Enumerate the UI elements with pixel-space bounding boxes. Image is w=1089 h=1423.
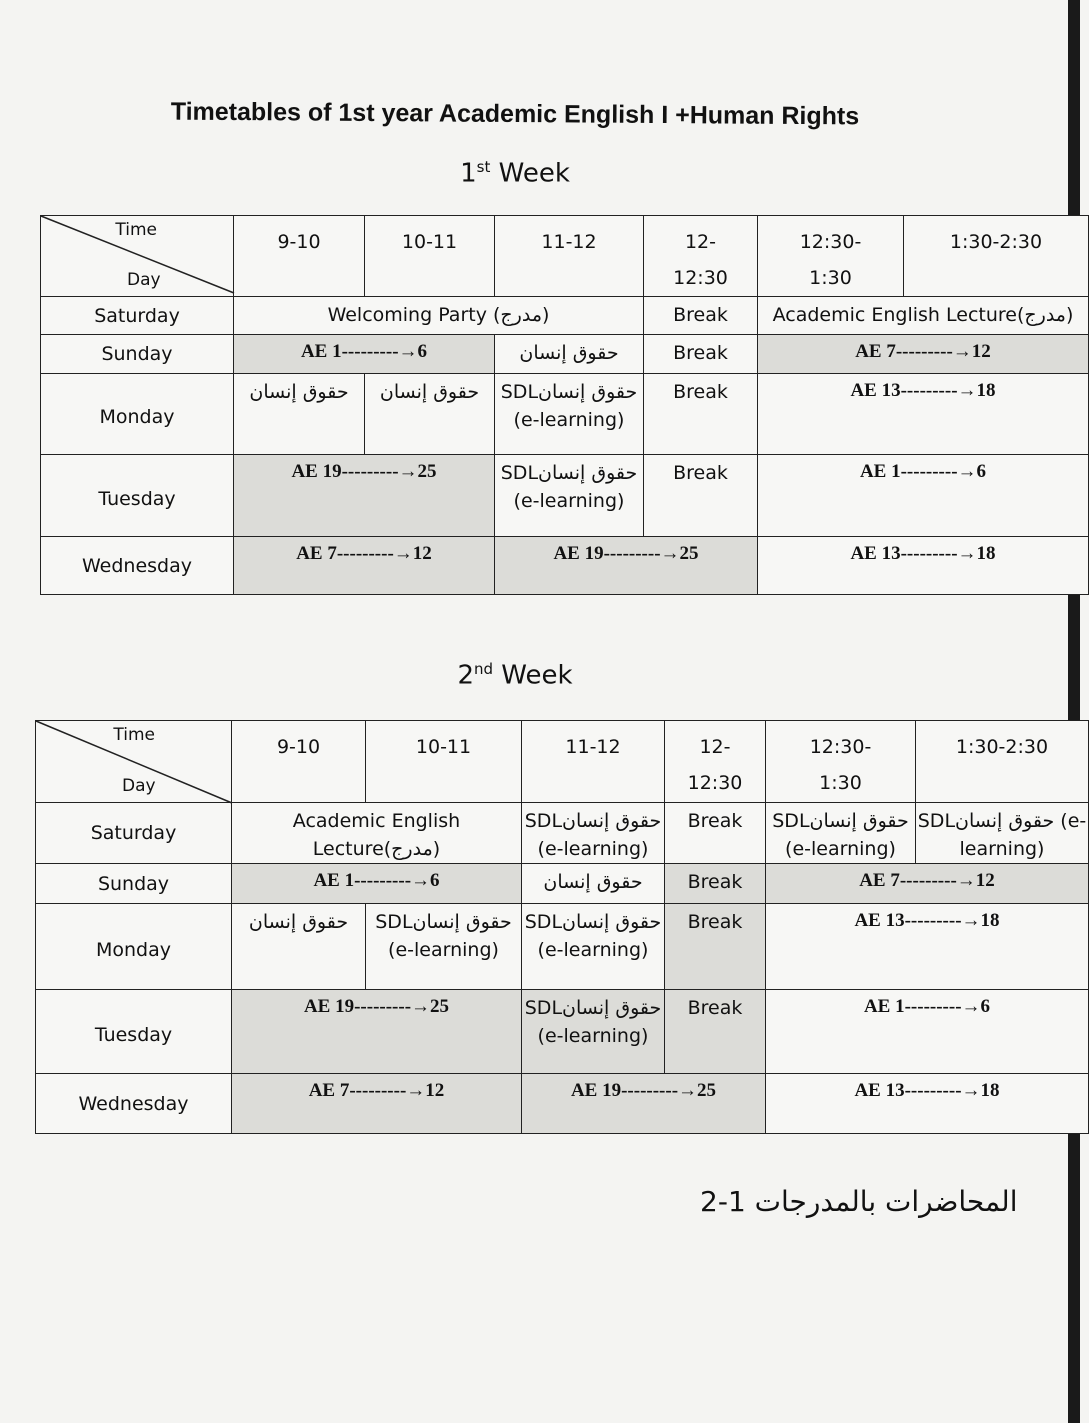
header-row	[36, 721, 1089, 803]
human-rights-cell: حقوق إنسان	[522, 864, 665, 904]
time-header: 12:30- 1:30	[766, 721, 916, 803]
human-rights-cell: حقوق إنسان	[495, 335, 644, 374]
sdl-label: SDLحقوق إنسان	[524, 997, 662, 1019]
week2-timetable	[35, 720, 1089, 1134]
welcoming-party-cell: Welcoming Party (مدرج)	[234, 297, 644, 335]
week1-suffix: st	[476, 158, 491, 176]
ae-cell: AE 19---------→25	[234, 455, 495, 537]
elearning-label: (e-learning)	[388, 939, 499, 961]
time-header: 11-12	[522, 721, 665, 803]
tuesday-row	[41, 455, 1089, 537]
day-label: Monday	[41, 374, 234, 455]
day-label: Sunday	[36, 864, 232, 904]
week1-heading	[0, 158, 1030, 189]
break-cell: Break	[644, 455, 758, 537]
ae-cell: AE 13---------→18	[766, 1074, 1089, 1134]
sdl-cell	[495, 374, 644, 455]
week1-number: 1	[460, 158, 477, 189]
day-label: Tuesday	[41, 455, 234, 537]
sdl-cell	[366, 904, 522, 990]
sdl-label: SDLحقوق إنسان	[375, 911, 512, 933]
time-header: 1:30-2:30	[904, 216, 1089, 297]
break-cell: Break	[644, 374, 758, 455]
sdl-label: SDLحقوق إنسان	[500, 381, 638, 403]
wednesday-row	[36, 1074, 1089, 1134]
day-label: Wednesday	[36, 1074, 232, 1134]
sdl-cell	[522, 803, 665, 864]
sdl-cell	[522, 904, 665, 990]
footer-note: المحاضرات بالمدرجات 1-2	[700, 1185, 1018, 1218]
corner-time-label: Time	[113, 725, 155, 745]
elearning-label: (e-learning)	[537, 838, 649, 860]
break-cell: Break	[644, 297, 758, 335]
ae-cell: AE 7---------→12	[232, 1074, 522, 1134]
saturday-row	[41, 297, 1089, 335]
sunday-row	[41, 335, 1089, 374]
time-header: 1:30-2:30	[916, 721, 1089, 803]
time-day-corner	[36, 721, 232, 803]
day-label: Sunday	[41, 335, 234, 374]
tuesday-row	[36, 990, 1089, 1074]
sunday-row	[36, 864, 1089, 904]
day-label: Wednesday	[41, 537, 234, 595]
monday-row	[41, 374, 1089, 455]
ae-cell: AE 1---------→6	[232, 864, 522, 904]
elearning-label: learning)	[959, 838, 1045, 860]
corner-time-label: Time	[115, 220, 157, 240]
sdl-label: SDLحقوق إنسان	[524, 911, 662, 933]
page-edge	[1068, 0, 1080, 1423]
break-cell: Break	[665, 990, 766, 1074]
sdl-cell	[766, 803, 916, 864]
day-label: Monday	[36, 904, 232, 990]
page-title: Timetables of 1st year Academic English I +Human Rights	[170, 97, 860, 131]
break-cell: Break	[665, 864, 766, 904]
human-rights-cell: حقوق إنسان	[365, 374, 495, 455]
day-label: Saturday	[41, 297, 234, 335]
ae-cell: AE 1---------→6	[758, 455, 1089, 537]
monday-row	[36, 904, 1089, 990]
time-header: 12:30- 1:30	[758, 216, 904, 297]
corner-day-label: Day	[127, 270, 161, 290]
saturday-row	[36, 803, 1089, 864]
lecture-cell: Academic English Lecture(مدرج)	[758, 297, 1089, 335]
lecture-cell: Academic English Lecture(مدرج)	[232, 803, 522, 864]
sdl-cell	[916, 803, 1089, 864]
header-row	[41, 216, 1089, 297]
corner-day-label: Day	[122, 776, 156, 796]
wednesday-row	[41, 537, 1089, 595]
ae-cell: AE 7---------→12	[766, 864, 1089, 904]
week2-heading	[0, 660, 1030, 691]
ae-cell: AE 1---------→6	[766, 990, 1089, 1074]
break-cell: Break	[665, 904, 766, 990]
human-rights-cell: حقوق إنسان	[234, 374, 365, 455]
day-label: Tuesday	[36, 990, 232, 1074]
sdl-cell	[522, 990, 665, 1074]
time-header: 12- 12:30	[644, 216, 758, 297]
week1-word: Week	[498, 158, 570, 189]
ae-cell: AE 19---------→25	[495, 537, 758, 595]
human-rights-cell: حقوق إنسان	[232, 904, 366, 990]
ae-cell: AE 7---------→12	[758, 335, 1089, 374]
elearning-label: (e-learning)	[785, 838, 896, 860]
ae-cell: AE 13---------→18	[766, 904, 1089, 990]
elearning-label: (e-learning)	[513, 490, 625, 512]
ae-cell: AE 13---------→18	[758, 374, 1089, 455]
elearning-label: (e-learning)	[537, 939, 649, 961]
elearning-label: (e-learning)	[513, 409, 625, 431]
time-header: 10-11	[366, 721, 522, 803]
time-day-corner	[41, 216, 234, 297]
ae-cell: AE 19---------→25	[232, 990, 522, 1074]
week2-word: Week	[501, 660, 573, 691]
break-cell: Break	[644, 335, 758, 374]
sdl-label: SDLحقوق إنسان	[524, 810, 662, 832]
break-cell: Break	[665, 803, 766, 864]
time-header: 10-11	[365, 216, 495, 297]
week2-number: 2	[457, 660, 474, 691]
sdl-label: SDLحقوق إنسان	[772, 810, 909, 832]
ae-cell: AE 7---------→12	[234, 537, 495, 595]
day-label: Saturday	[36, 803, 232, 864]
time-header: 9-10	[234, 216, 365, 297]
time-header: 9-10	[232, 721, 366, 803]
ae-cell: AE 1---------→6	[234, 335, 495, 374]
sdl-cell	[495, 455, 644, 537]
week2-suffix: nd	[474, 660, 494, 678]
time-header: 12- 12:30	[665, 721, 766, 803]
week1-timetable	[40, 215, 1089, 595]
time-header: 11-12	[495, 216, 644, 297]
ae-cell: AE 13---------→18	[758, 537, 1089, 595]
sdl-label: SDLحقوق إنسان (e-	[917, 810, 1087, 832]
ae-cell: AE 19---------→25	[522, 1074, 766, 1134]
sdl-label: SDLحقوق إنسان	[500, 462, 638, 484]
elearning-label: (e-learning)	[537, 1025, 649, 1047]
